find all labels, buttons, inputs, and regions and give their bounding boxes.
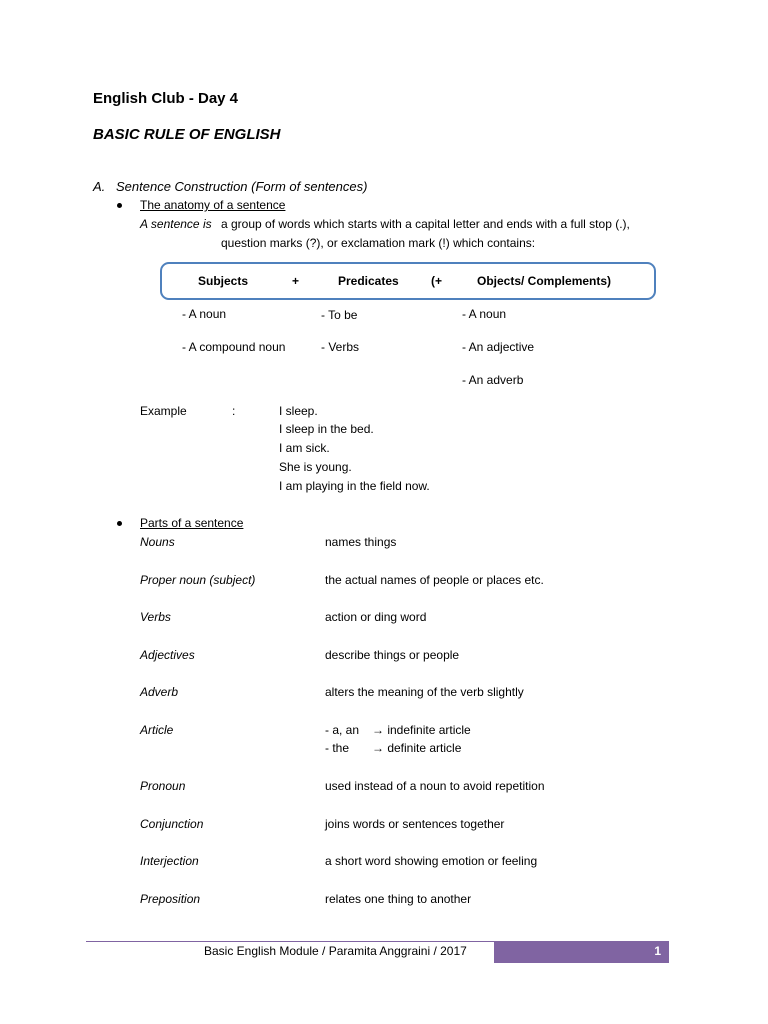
object-type-1: - A noun [462,307,507,321]
part-desc: - the [325,741,350,755]
part-term: Interjection [140,854,199,868]
footer-page-box [494,941,669,963]
section-a-heading: Sentence Construction (Form of sentences) [116,179,368,194]
bullet-icon [117,203,122,208]
parts-heading: Parts of a sentence [140,516,244,530]
predicate-type-1: - To be [321,308,358,322]
document-title: English Club - Day 4 [93,90,239,107]
subject-type-1: - A noun [182,307,227,321]
part-desc: joins words or sentences together [325,817,505,831]
footer-text: Basic English Module / Paramita Anggraini / 2017 [204,944,467,958]
part-term: Adjectives [140,648,195,662]
predicate-type-2: - Verbs [321,340,360,354]
part-term: Pronoun [140,779,186,793]
bullet-icon [117,521,122,526]
part-desc: action or ding word [325,610,427,624]
example-line: I am playing in the field now. [279,479,430,493]
part-desc: alters the meaning of the verb slightly [325,685,524,699]
part-desc: relates one thing to another [325,892,472,906]
part-term: Article [140,723,174,737]
part-desc: a short word showing emotion or feeling [325,854,538,868]
example-line: She is young. [279,460,352,474]
page-number: 1 [654,944,661,958]
definition-term: A sentence [140,217,200,231]
formula-predicates: Predicates [338,274,399,288]
section-a-label: A. [93,179,106,194]
document-subtitle: BASIC RULE OF ENGLISH [93,126,281,143]
part-desc: used instead of a noun to avoid repetition [325,779,545,793]
object-type-3: - An adverb [462,373,524,387]
formula-subjects: Subjects [198,274,249,288]
subject-type-2: - A compound noun [182,340,286,354]
part-desc: the actual names of people or places etc. [325,573,544,587]
definition-is: is [199,217,212,231]
formula-plus: + [292,274,300,288]
object-type-2: - An adjective [462,340,535,354]
definition-text-1: a group of words which starts with a capital letter and ends with a full stop (.), [221,217,630,231]
part-term: Preposition [140,892,201,906]
part-term: Conjunction [140,817,204,831]
anatomy-heading: The anatomy of a sentence [140,198,286,212]
part-desc-arrow: → definite article [372,741,462,755]
definition-line-1 [140,217,212,231]
part-desc-arrow: → indefinite article [372,723,471,737]
part-term: Adverb [140,685,179,699]
part-desc: describe things or people [325,648,460,662]
example-line: I sleep in the bed. [279,422,374,436]
example-label: Example [140,404,187,418]
example-colon: : [232,404,236,418]
part-term: Nouns [140,535,175,549]
part-term: Verbs [140,610,171,624]
example-line: I sleep. [279,404,318,418]
formula-open: (+ [431,274,443,288]
part-desc: names things [325,535,397,549]
definition-text-2: question marks (?), or exclamation mark (!) which contains: [221,236,536,250]
part-term: Proper noun (subject) [140,573,256,587]
part-desc: - a, an [325,723,360,737]
example-line: I am sick. [279,441,330,455]
formula-objects: Objects/ Complements) [477,274,612,288]
